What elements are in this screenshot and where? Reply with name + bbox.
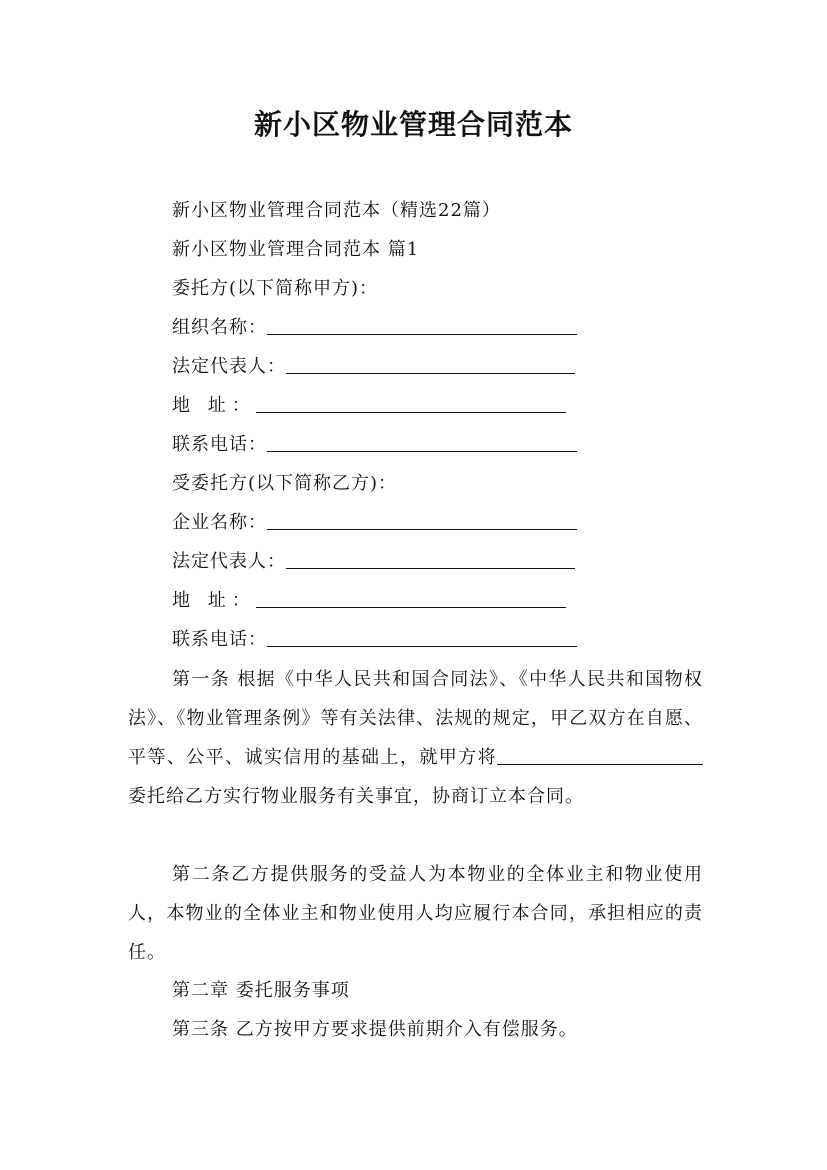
section-heading: 新小区物业管理合同范本 篇1 [172, 239, 420, 260]
article-1-property-blank[interactable] [497, 746, 703, 765]
party-a-address-label: 地 址： [172, 395, 256, 416]
party-a-address-blank[interactable] [256, 394, 566, 413]
party-b-phone-blank[interactable] [267, 628, 577, 647]
party-b-company-name-row [172, 511, 577, 535]
party-b-phone-row [172, 628, 577, 652]
party-b-address-row [172, 589, 566, 613]
article-1-text-after: 委托给乙方实行物业服务有关事宜，协商订立本合同。 [128, 786, 584, 807]
party-a-phone-label: 联系电话： [172, 434, 267, 455]
party-a-heading: 委托方(以下简称甲方)： [172, 278, 379, 299]
party-b-heading: 受委托方(以下简称乙方)： [172, 473, 398, 494]
party-b-legal-rep-row [172, 550, 575, 574]
party-a-legal-rep-label: 法定代表人： [172, 356, 286, 377]
party-a-legal-rep-row [172, 355, 575, 379]
party-a-org-name-row [172, 316, 577, 340]
chapter-2-heading: 第二章 委托服务事项 [172, 980, 350, 1001]
article-3-paragraph: 第三条 乙方按甲方要求提供前期介入有偿服务。 [172, 1019, 578, 1040]
party-a-phone-row [172, 433, 577, 457]
party-a-org-name-blank[interactable] [267, 316, 577, 335]
party-b-address-blank[interactable] [256, 589, 566, 608]
article-1-text-before: 第一条 根据《中华人民共和国合同法》、《中华人民共和国物权法》、《物业管理条例》等有关法律、法规的规定，甲乙双方在自愿、平等、公平、诚实信用的基础上，就甲方将 [128, 669, 703, 768]
party-a-legal-rep-blank[interactable] [286, 355, 575, 374]
party-b-legal-rep-label: 法定代表人： [172, 551, 286, 572]
document-subtitle: 新小区物业管理合同范本（精选22篇） [172, 200, 501, 221]
party-b-company-name-label: 企业名称： [172, 512, 267, 533]
article-1-paragraph [128, 660, 703, 816]
party-b-address-label: 地 址： [172, 590, 256, 611]
party-b-legal-rep-blank[interactable] [286, 550, 575, 569]
party-a-phone-blank[interactable] [267, 433, 577, 452]
article-2-paragraph: 第二条乙方提供服务的受益人为本物业的全体业主和物业使用人，本物业的全体业主和物业使用人均应履行本合同，承担相应的责任。 [128, 864, 703, 963]
party-a-address-row [172, 394, 566, 418]
party-a-org-name-label: 组织名称： [172, 317, 267, 338]
party-b-phone-label: 联系电话： [172, 629, 267, 650]
document-title: 新小区物业管理合同范本 [253, 108, 573, 141]
party-b-company-name-blank[interactable] [267, 511, 577, 530]
